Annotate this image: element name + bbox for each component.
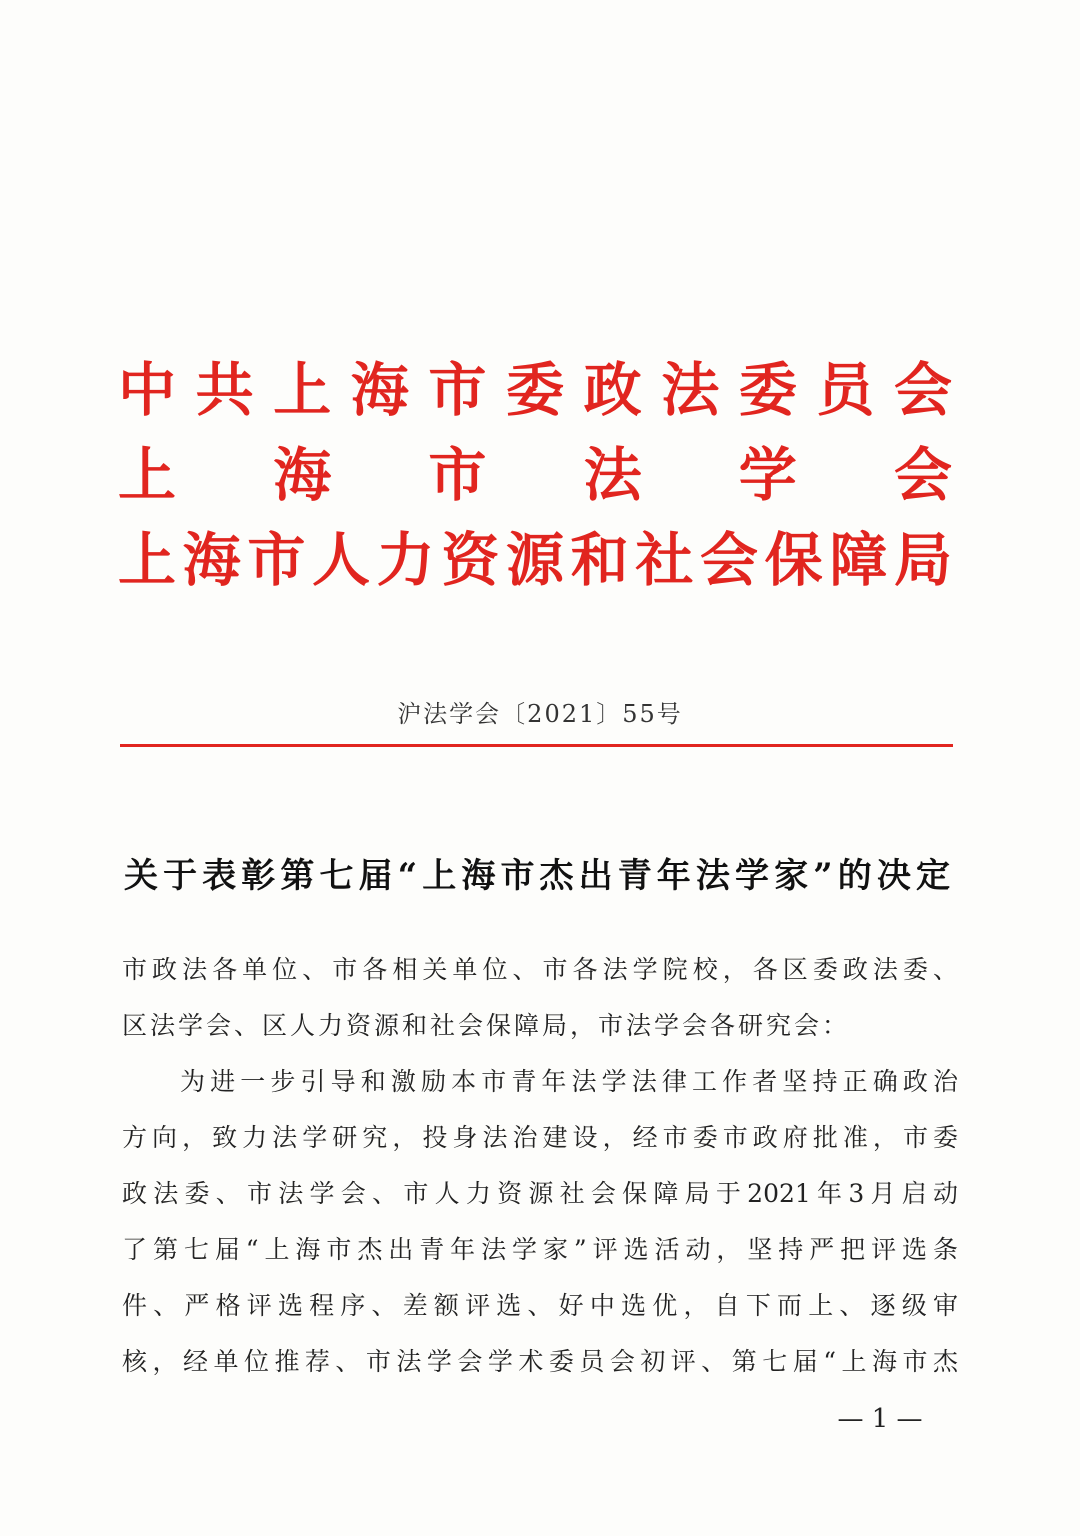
body-line: 政​法​委​、​市​法​学​会​、​市​人​力​资​源​社​会​保​障​局​于​2​0​2​1​年​3​月​启​动 [122,1179,958,1208]
body-line: 件​、​严​格​评​选​程​序​、​差​额​评​选​、​好​中​选​优​，​自​下​而​上​、​逐​级​审 [122,1291,958,1320]
body-line: 了​第​七​届​“​上​海​市​杰​出​青​年​法​学​家​”​评​选​活​动​，​坚​持​严​把​评​选​条 [122,1235,958,1264]
body-line: 方​向​，​致​力​法​学​研​究​，​投​身​法​治​建​设​，​经​市​委​市​政​府​批​准​，​市​委 [122,1123,958,1152]
issuer-line-2: 上​海​市​法​学​会 [118,441,952,509]
issuer-line-3: 上​海​市​人​力​资​源​和​社​会​保​障​局 [118,526,952,594]
body-line: 核​，​经​单​位​推​荐​、​市​法​学​会​学​术​委​员​会​初​评​、​第​七​届​“​上​海​市​杰 [122,1347,958,1376]
red-divider [120,744,953,747]
body-line: 区​法​学​会​、​区​人​力​资​源​和​社​会​保​障​局​，​市​法​学​会​各​研​究​会​： [122,1011,851,1040]
document-number: 沪法学会〔2021〕55号 [397,700,683,728]
body-line: 为​进​一​步​引​导​和​激​励​本​市​青​年​法​学​法​律​工​作​者​坚​持​正​确​政​治 [180,1067,958,1096]
document-title: 关​于​表​彰​第​七​届​“​上​海​市​杰​出​青​年​法​学​家​”​的​决​定 [124,856,950,896]
body-line: 市​政​法​各​单​位​、​市​各​相​关​单​位​、​市​各​法​学​院​校​，​各​区​委​政​法​委​、 [122,955,958,984]
page-number: — 1 — [837,1404,923,1434]
issuer-line-1: 中​共​上​海​市​委​政​法​委​员​会 [118,356,952,424]
